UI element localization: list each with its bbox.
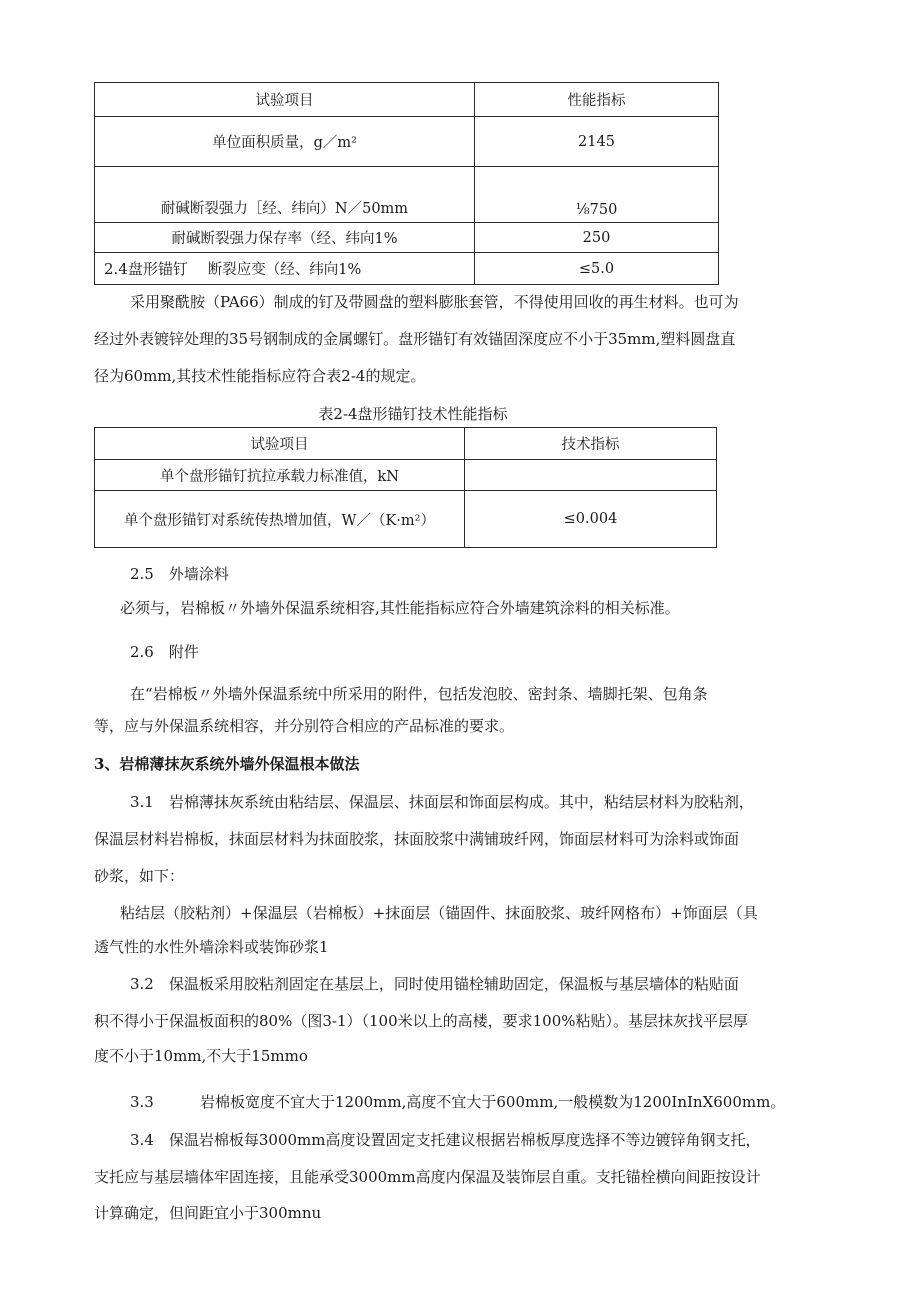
table-caption: 表2-4盘形锚钉技术性能指标 [318, 405, 508, 423]
table-cell: 单个盘形锚钉对系统传热增加值，W／（K·m²） [95, 491, 465, 548]
table-header-cell: 性能指标 [475, 83, 719, 117]
performance-table [94, 82, 719, 285]
table-cell: 耐碱断裂强力保存率（经、纬向1% [95, 223, 475, 253]
table-row [95, 460, 717, 491]
section-heading-2-4: 2.4盘形锚钉 [104, 260, 188, 278]
paragraph-line: 采用聚酰胺（PA66）制成的钉及带圆盘的塑料膨胀套管，不得使用回收的再生材料。也可为 [130, 293, 739, 311]
paragraph-line: 岩棉板宽度不宜大于1200mm,高度不宜大于600mm,一般模数为1200InInX600mm。 [200, 1093, 786, 1111]
paragraph-number: 3.3 [130, 1093, 154, 1111]
table-header-cell: 技术指标 [465, 428, 717, 460]
paragraph-line: 3.4 保温岩棉板每3000mm高度设置固定支托建议根据岩棉板厚度选择不等边镀锌角钢支托， [130, 1131, 761, 1149]
table-row [95, 223, 719, 253]
paragraph-line: 3.2 保温板采用胶粘剂固定在基层上，同时使用锚栓辅助固定，保温板与基层墙体的粘贴面 [130, 975, 739, 993]
paragraph-line: 必须与，岩棉板〃外墙外保温系统相容,其性能指标应符合外墙建筑涂料的相关标准。 [120, 599, 680, 617]
paragraph-line: 在“岩棉板〃外墙外保温系统中所采用的附件，包括发泡胶、密封条、墙脚托架、包角条 [130, 685, 708, 703]
table-cell [465, 460, 717, 491]
table-header-row [95, 428, 717, 460]
paragraph-line: 径为60mm,其技术性能指标应符合表2-4的规定。 [94, 367, 426, 385]
table-cell: 单位面积质量，g／m² [95, 117, 475, 167]
paragraph-line: 保温层材料岩棉板，抹面层材料为抹面胶浆，抹面胶浆中满铺玻纤网，饰面层材料可为涂料或饰面 [94, 830, 740, 848]
section-heading-3: 3、岩棉薄抹灰系统外墙外保温根本做法 [94, 755, 360, 773]
table-row [95, 491, 717, 548]
table-row [95, 167, 719, 223]
paragraph-line: 透气性的水性外墙涂料或装饰砂浆1 [94, 938, 329, 956]
paragraph-line: 支托应与基层墙体牢固连接，且能承受3000mm高度内保温及装饰层自重。支托锚栓横向间距按设计 [94, 1168, 761, 1186]
paragraph-line: 经过外表镀锌处理的35号钢制成的金属螺钉。盘形锚钉有效锚固深度应不小于35mm,塑料圆盘直 [94, 330, 736, 348]
table-cell: 单个盘形锚钉抗拉承载力标准值，kN [95, 460, 465, 491]
table-cell: 耐碱断裂强力［经、纬向）N／50mm [95, 167, 475, 223]
table-row [95, 253, 719, 285]
table-cell: ⅛750 [475, 167, 719, 223]
paragraph-line: 计算确定，但间距宜小于300mnu [94, 1204, 322, 1222]
table-cell: 断裂应变（经、纬向1% [95, 253, 475, 285]
table-header-cell: 试验项目 [95, 83, 475, 117]
paragraph-line: 积不得小于保温板面积的80%（图3-1）（100米以上的高楼，要求100%粘贴）。基层抹灰找平层厚 [94, 1012, 749, 1030]
section-heading-2-6: 2.6 附件 [130, 643, 199, 661]
anchor-spec-table [94, 427, 717, 548]
table-header-row [95, 83, 719, 117]
table-cell: 250 [475, 223, 719, 253]
paragraph-line: 度不小于10mm,不大于15mmo [94, 1047, 308, 1065]
table-header-cell: 试验项目 [95, 428, 465, 460]
table-row [95, 117, 719, 167]
table-cell: ≤5.0 [475, 253, 719, 285]
table-cell: 2145 [475, 117, 719, 167]
table-cell: ≤0.004 [465, 491, 717, 548]
paragraph-line: 3.1 岩棉薄抹灰系统由粘结层、保温层、抹面层和饰面层构成。其中，粘结层材料为胶粘剂， [130, 793, 754, 811]
paragraph-line: 砂浆，如下： [94, 867, 185, 885]
section-heading-2-5: 2.5 外墙涂料 [130, 565, 229, 583]
paragraph-line: 等，应与外保温系统相容，并分别符合相应的产品标准的要求。 [94, 717, 515, 735]
paragraph-line: 粘结层（胶粘剂）+保温层（岩棉板）+抹面层（锚固件、抹面胶浆、玻纤网格布）+饰面层（具 [120, 904, 758, 922]
